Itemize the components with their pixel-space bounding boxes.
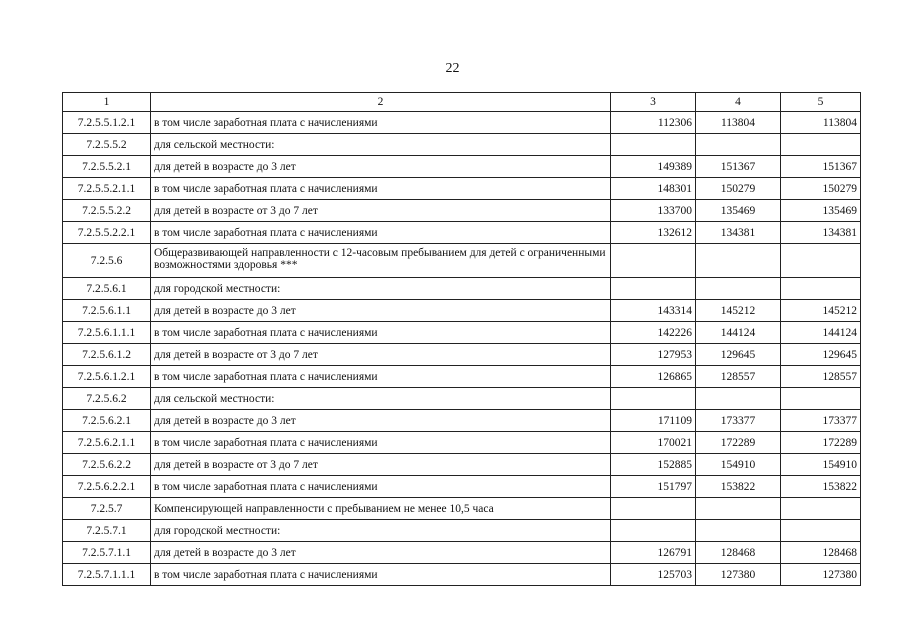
row-value-col5: 151367 <box>781 156 861 178</box>
table-row <box>63 410 861 432</box>
row-value-col4: 173377 <box>696 410 781 432</box>
row-value-col4: 144124 <box>696 322 781 344</box>
row-value-col3 <box>611 244 696 278</box>
row-value-col5 <box>781 498 861 520</box>
row-value-col3: 142226 <box>611 322 696 344</box>
row-name: для детей в возрасте до 3 лет <box>151 300 611 322</box>
row-name: Компенсирующей направленности с пребыванием не менее 10,5 часа <box>151 498 611 520</box>
row-code: 7.2.5.6.2 <box>63 388 151 410</box>
table-row <box>63 178 861 200</box>
row-value-col5: 145212 <box>781 300 861 322</box>
table-row <box>63 388 861 410</box>
table-row <box>63 476 861 498</box>
row-name: в том числе заработная плата с начислениями <box>151 112 611 134</box>
row-name: для детей в возрасте до 3 лет <box>151 156 611 178</box>
row-name: в том числе заработная плата с начислениями <box>151 564 611 586</box>
row-code: 7.2.5.6.1.2 <box>63 344 151 366</box>
row-value-col4 <box>696 278 781 300</box>
table-row <box>63 542 861 564</box>
row-value-col4: 128557 <box>696 366 781 388</box>
header-col-4: 4 <box>696 93 781 112</box>
row-code: 7.2.5.7.1.1.1 <box>63 564 151 586</box>
row-value-col4: 129645 <box>696 344 781 366</box>
row-code: 7.2.5.5.2.2 <box>63 200 151 222</box>
row-code: 7.2.5.5.1.2.1 <box>63 112 151 134</box>
row-value-col4: 128468 <box>696 542 781 564</box>
header-col-5: 5 <box>781 93 861 112</box>
row-value-col3: 126791 <box>611 542 696 564</box>
row-name: в том числе заработная плата с начислениями <box>151 366 611 388</box>
header-col-2: 2 <box>151 93 611 112</box>
row-code: 7.2.5.7.1.1 <box>63 542 151 564</box>
row-name: в том числе заработная плата с начислениями <box>151 222 611 244</box>
table-row <box>63 564 861 586</box>
row-value-col5: 153822 <box>781 476 861 498</box>
row-name: для сельской местности: <box>151 134 611 156</box>
row-value-col5 <box>781 134 861 156</box>
row-code: 7.2.5.6.2.1.1 <box>63 432 151 454</box>
table-row <box>63 222 861 244</box>
table-row <box>63 300 861 322</box>
row-code: 7.2.5.6.1.2.1 <box>63 366 151 388</box>
row-name: для детей в возрасте до 3 лет <box>151 410 611 432</box>
row-value-col5: 173377 <box>781 410 861 432</box>
row-value-col4: 154910 <box>696 454 781 476</box>
row-value-col5: 113804 <box>781 112 861 134</box>
row-value-col3: 170021 <box>611 432 696 454</box>
row-value-col4: 134381 <box>696 222 781 244</box>
row-value-col5 <box>781 520 861 542</box>
row-code: 7.2.5.7.1 <box>63 520 151 542</box>
row-name: в том числе заработная плата с начислениями <box>151 476 611 498</box>
row-name: в том числе заработная плата с начислениями <box>151 432 611 454</box>
row-code: 7.2.5.6.1 <box>63 278 151 300</box>
row-value-col3: 149389 <box>611 156 696 178</box>
row-code: 7.2.5.6.1.1 <box>63 300 151 322</box>
row-code: 7.2.5.6.2.1 <box>63 410 151 432</box>
table-row <box>63 112 861 134</box>
row-value-col5: 150279 <box>781 178 861 200</box>
row-value-col3: 171109 <box>611 410 696 432</box>
table-row <box>63 498 861 520</box>
table-row <box>63 278 861 300</box>
row-value-col4: 172289 <box>696 432 781 454</box>
row-value-col3: 152885 <box>611 454 696 476</box>
row-value-col3 <box>611 278 696 300</box>
row-code: 7.2.5.6.2.2.1 <box>63 476 151 498</box>
row-value-col5: 135469 <box>781 200 861 222</box>
row-value-col3: 125703 <box>611 564 696 586</box>
row-name: для городской местности: <box>151 520 611 542</box>
table-row <box>63 244 861 278</box>
row-value-col4: 150279 <box>696 178 781 200</box>
tariff-table <box>62 92 861 586</box>
row-name: для сельской местности: <box>151 388 611 410</box>
row-code: 7.2.5.7 <box>63 498 151 520</box>
row-value-col4: 127380 <box>696 564 781 586</box>
table-row <box>63 344 861 366</box>
row-name: для детей в возрасте до 3 лет <box>151 542 611 564</box>
row-value-col4: 135469 <box>696 200 781 222</box>
table-row <box>63 520 861 542</box>
row-code: 7.2.5.5.2 <box>63 134 151 156</box>
row-value-col3: 148301 <box>611 178 696 200</box>
row-value-col4 <box>696 134 781 156</box>
row-name: Общеразвивающей направленности с 12-часовым пребыванием для детей с ограниченными возможностями здоровья *** <box>151 244 611 278</box>
row-code: 7.2.5.6.2.2 <box>63 454 151 476</box>
row-code: 7.2.5.5.2.2.1 <box>63 222 151 244</box>
row-name: в том числе заработная плата с начислениями <box>151 178 611 200</box>
row-value-col3: 133700 <box>611 200 696 222</box>
row-value-col5: 172289 <box>781 432 861 454</box>
row-value-col5: 144124 <box>781 322 861 344</box>
row-code: 7.2.5.6 <box>63 244 151 278</box>
row-value-col5: 134381 <box>781 222 861 244</box>
row-value-col3 <box>611 520 696 542</box>
row-value-col3: 151797 <box>611 476 696 498</box>
row-value-col3 <box>611 134 696 156</box>
row-value-col3: 132612 <box>611 222 696 244</box>
table-row <box>63 156 861 178</box>
row-value-col4 <box>696 388 781 410</box>
row-name: для детей в возрасте от 3 до 7 лет <box>151 200 611 222</box>
row-value-col5 <box>781 388 861 410</box>
row-value-col3: 112306 <box>611 112 696 134</box>
row-value-col4 <box>696 498 781 520</box>
table-row <box>63 200 861 222</box>
row-value-col5: 129645 <box>781 344 861 366</box>
page-number: 22 <box>445 61 460 76</box>
row-value-col3: 127953 <box>611 344 696 366</box>
row-value-col5 <box>781 278 861 300</box>
row-value-col5: 154910 <box>781 454 861 476</box>
row-value-col3: 143314 <box>611 300 696 322</box>
row-value-col4: 113804 <box>696 112 781 134</box>
row-name: для детей в возрасте от 3 до 7 лет <box>151 454 611 476</box>
table-row <box>63 432 861 454</box>
table-body <box>63 112 861 586</box>
row-value-col5 <box>781 244 861 278</box>
header-col-3: 3 <box>611 93 696 112</box>
table-row <box>63 366 861 388</box>
row-value-col4 <box>696 520 781 542</box>
row-value-col3: 126865 <box>611 366 696 388</box>
row-value-col3 <box>611 388 696 410</box>
row-name: для городской местности: <box>151 278 611 300</box>
row-code: 7.2.5.5.2.1 <box>63 156 151 178</box>
row-code: 7.2.5.5.2.1.1 <box>63 178 151 200</box>
row-value-col5: 127380 <box>781 564 861 586</box>
row-name: для детей в возрасте от 3 до 7 лет <box>151 344 611 366</box>
row-name: в том числе заработная плата с начислениями <box>151 322 611 344</box>
header-col-1: 1 <box>63 93 151 112</box>
row-value-col4: 151367 <box>696 156 781 178</box>
table-row <box>63 322 861 344</box>
row-value-col4 <box>696 244 781 278</box>
table-header-row <box>63 93 861 112</box>
row-code: 7.2.5.6.1.1.1 <box>63 322 151 344</box>
row-value-col4: 145212 <box>696 300 781 322</box>
table-row <box>63 134 861 156</box>
row-value-col3 <box>611 498 696 520</box>
table-row <box>63 454 861 476</box>
row-value-col4: 153822 <box>696 476 781 498</box>
row-value-col5: 128468 <box>781 542 861 564</box>
row-value-col5: 128557 <box>781 366 861 388</box>
